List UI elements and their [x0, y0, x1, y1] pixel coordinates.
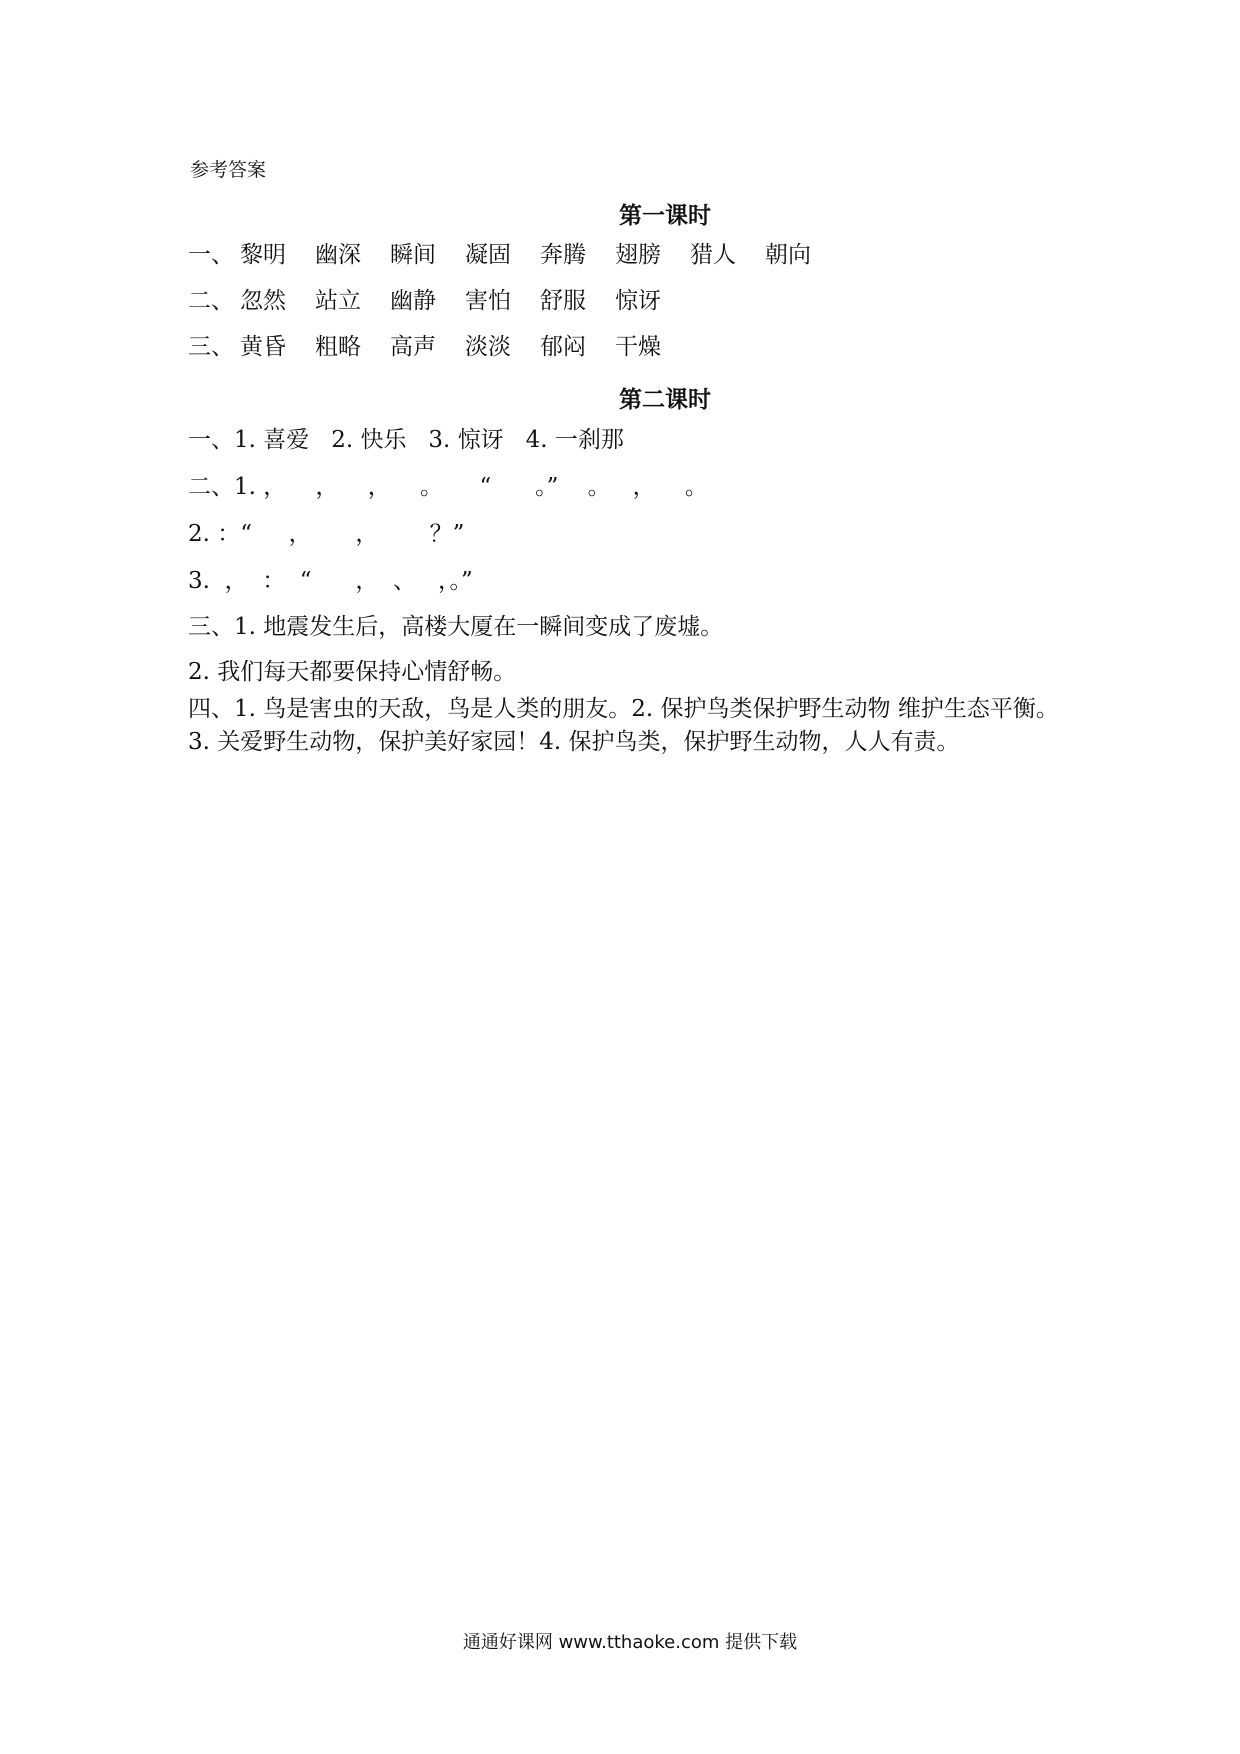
answer-word: 高声 — [390, 334, 436, 360]
answer-word: 干燥 — [615, 334, 661, 360]
lesson2-title: 第二课时 — [619, 387, 711, 413]
answer-word: 黎明 — [240, 242, 286, 268]
answer-word: 奔腾 — [540, 242, 586, 268]
lesson2-q3-2: 2. 我们每天都要保持心情舒畅。 — [188, 659, 517, 685]
page-heading: 参考答案 — [190, 159, 267, 181]
page-footer: 通通好课网 www.tthaoke.com 提供下载 — [462, 1632, 798, 1653]
answer-word: 粗略 — [315, 334, 361, 360]
lesson2-q2-3: 3. ， ： “ ， 、 ，。” — [188, 568, 473, 594]
lesson2-q1: 一、1. 喜爱 2. 快乐 3. 惊讶 4. 一刹那 — [188, 427, 624, 453]
answer-word: 幽静 — [390, 288, 436, 314]
answer-word: 惊讶 — [615, 288, 661, 314]
answer-word: 黄昏 — [240, 334, 286, 360]
answer-word: 瞬间 — [390, 242, 436, 268]
lesson2-q2-1: 二、1. ， ， ， 。 “ 。” 。 ， 。 — [188, 474, 708, 500]
lesson2-q3-1: 三、1. 地震发生后，高楼大厦在一瞬间变成了废墟。 — [188, 614, 724, 640]
answer-word: 站立 — [315, 288, 361, 314]
lesson1-row-2 — [188, 286, 690, 316]
row-prefix: 一、 — [188, 242, 234, 268]
answer-word: 猎人 — [690, 242, 736, 268]
answer-word: 幽深 — [315, 242, 361, 268]
answer-word: 淡淡 — [465, 334, 511, 360]
lesson1-row-3 — [188, 332, 690, 362]
answer-word: 忽然 — [240, 288, 286, 314]
answer-word: 郁闷 — [540, 334, 586, 360]
lesson1-title: 第一课时 — [619, 203, 711, 229]
answer-word: 害怕 — [465, 288, 511, 314]
lesson2-q2-2: 2. ：“ ， ， ？” — [188, 521, 465, 547]
answer-word: 舒服 — [540, 288, 586, 314]
row-prefix: 三、 — [188, 334, 234, 360]
lesson1-row-1 — [188, 240, 840, 270]
answer-word: 凝固 — [465, 242, 511, 268]
lesson2-q4: 四、1. 鸟是害虫的天敌，鸟是人类的朋友。2. 保护鸟类保护野生动物 维护生态平衡。3. 关爱野生动物，保护美好家园！4. 保护鸟类，保护野生动物，人人有责。 — [188, 696, 1059, 755]
row-prefix: 二、 — [188, 288, 234, 314]
answer-word: 翅膀 — [615, 242, 661, 268]
answer-word: 朝向 — [765, 242, 811, 268]
